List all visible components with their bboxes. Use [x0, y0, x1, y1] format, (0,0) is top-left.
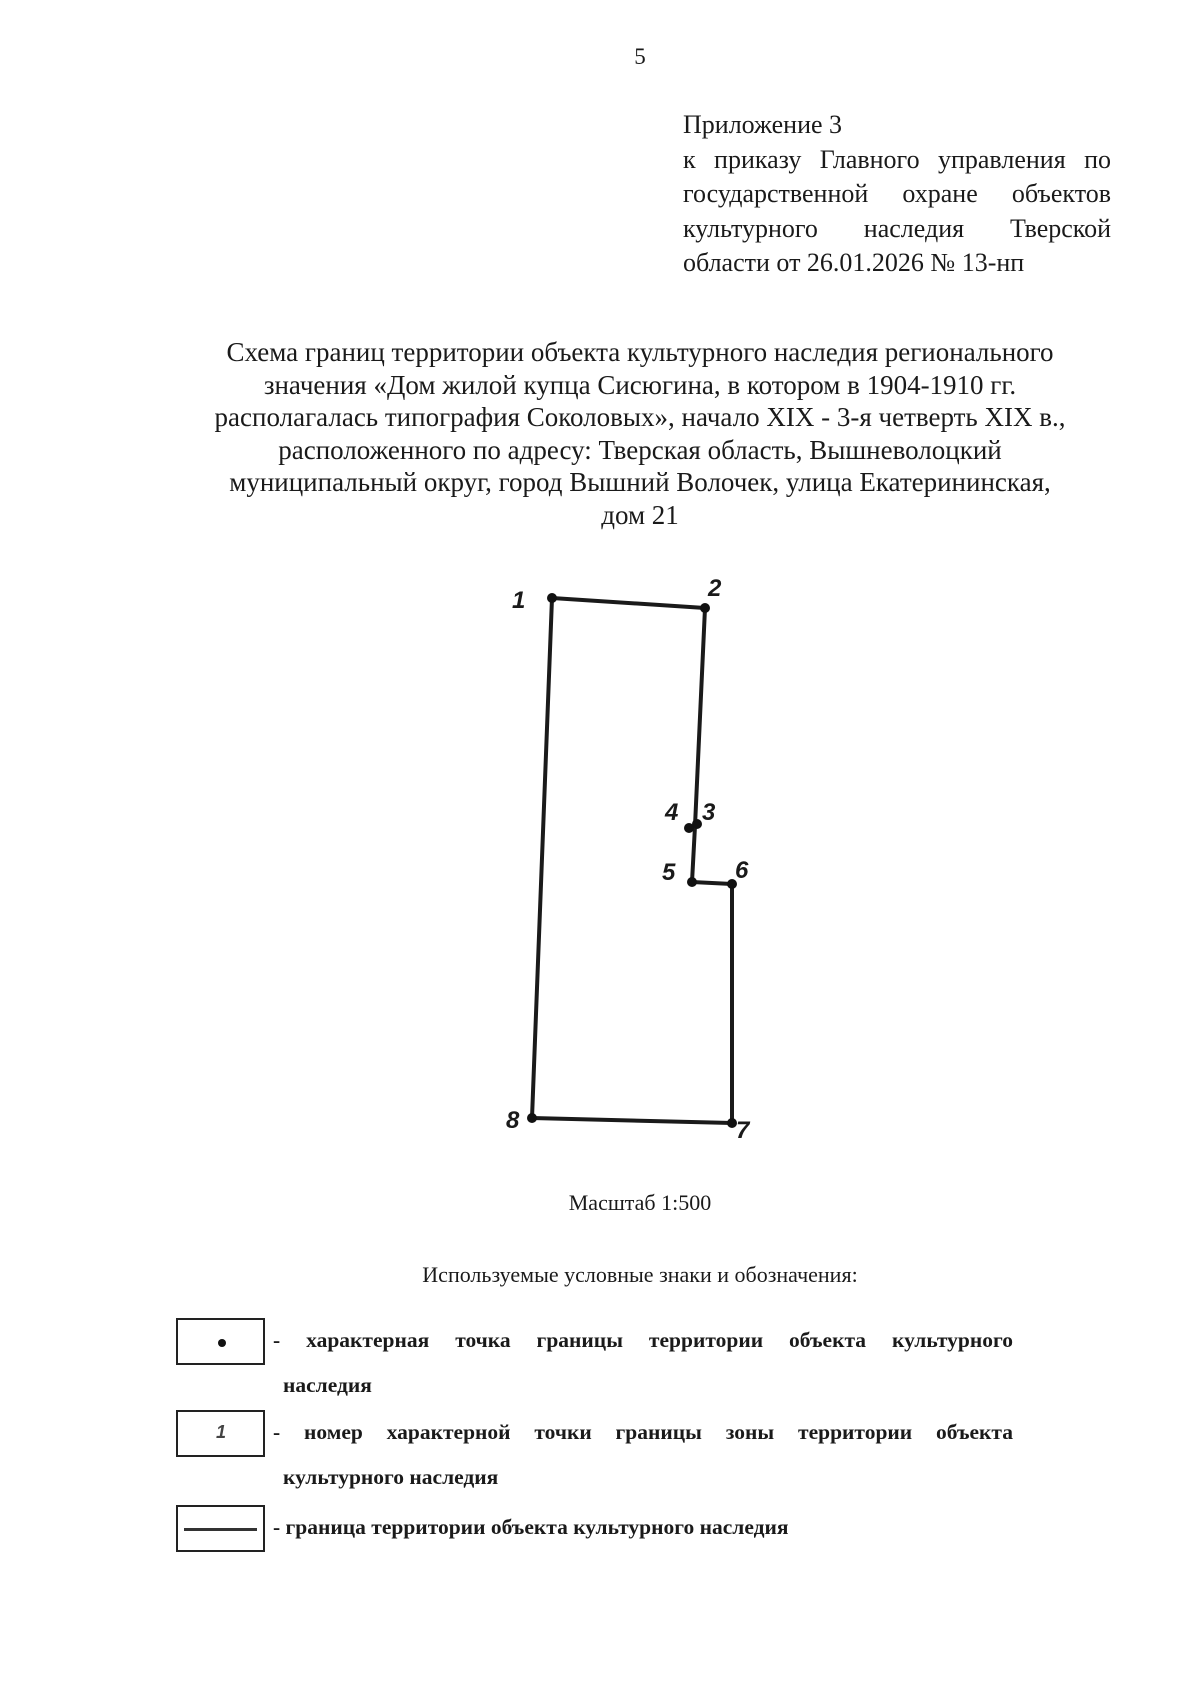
- legend-description-line: наследия: [283, 1373, 372, 1397]
- legend-description-line: - номер характерной точки границы зоны территории объекта: [273, 1420, 1013, 1444]
- appendix-line: культурного наследия Тверской: [683, 213, 1111, 243]
- point-label-2: 2: [708, 575, 722, 602]
- legend-description: [273, 1505, 1013, 1550]
- title-line: значения «Дом жилой купца Сисюгина, в котором в 1904-1910 гг.: [263, 369, 1017, 400]
- legend-description-line: - граница территории объекта культурного наследия: [273, 1515, 789, 1539]
- point-label-1: 1: [512, 587, 526, 614]
- point-number-icon: 1: [216, 1422, 227, 1442]
- page-number: 5: [634, 44, 646, 69]
- legend-description: [273, 1318, 1013, 1408]
- title-line: дом 21: [601, 499, 679, 530]
- legend-symbol-box: [176, 1318, 265, 1365]
- legend-heading: Используемые условные знаки и обозначения:: [422, 1262, 858, 1287]
- title-line: Схема границ территории объекта культурного наследия регионального: [226, 337, 1054, 367]
- appendix-line: области от 26.01.2026 № 13-нп: [683, 248, 1025, 277]
- boundary-scheme: [490, 566, 780, 1146]
- legend-symbol-box: [176, 1505, 265, 1552]
- boundary-point-8: [527, 1113, 537, 1123]
- appendix-header: [683, 108, 1111, 281]
- document-title: [150, 336, 1130, 531]
- boundary-point-2: [700, 603, 710, 613]
- appendix-line: Приложение 3: [683, 110, 843, 139]
- point-label-5: 5: [662, 859, 676, 886]
- boundary-point-icon: [218, 1339, 226, 1347]
- appendix-line: к приказу Главного управления по: [683, 144, 1111, 174]
- title-line: муниципальный округ, город Вышний Волочек, улица Екатерининская,: [229, 467, 1051, 497]
- title-line: располагалась типография Соколовых», начало XIX - 3-я четверть XIX в.,: [214, 402, 1066, 432]
- scale-label: Масштаб 1:500: [568, 1190, 712, 1215]
- boundary-point-4: [684, 823, 694, 833]
- title-line: расположенного по адресу: Тверская область, Вышневолоцкий: [278, 434, 1002, 465]
- legend-description-line: культурного наследия: [283, 1465, 499, 1489]
- point-label-7: 7: [736, 1117, 750, 1144]
- legend-description-line: - характерная точка границы территории объекта культурного: [273, 1328, 1013, 1352]
- point-label-3: 3: [702, 799, 716, 826]
- point-label-8: 8: [506, 1107, 520, 1134]
- territory-boundary-line: [532, 598, 732, 1123]
- point-label-4: 4: [665, 799, 679, 826]
- boundary-point-5: [687, 877, 697, 887]
- legend-description: [273, 1410, 1013, 1500]
- boundary-line-icon: [184, 1528, 257, 1531]
- point-label-6: 6: [735, 857, 749, 884]
- appendix-line: государственной охране объектов: [683, 179, 1111, 208]
- legend-symbol-box: [176, 1410, 265, 1457]
- boundary-point-1: [547, 593, 557, 603]
